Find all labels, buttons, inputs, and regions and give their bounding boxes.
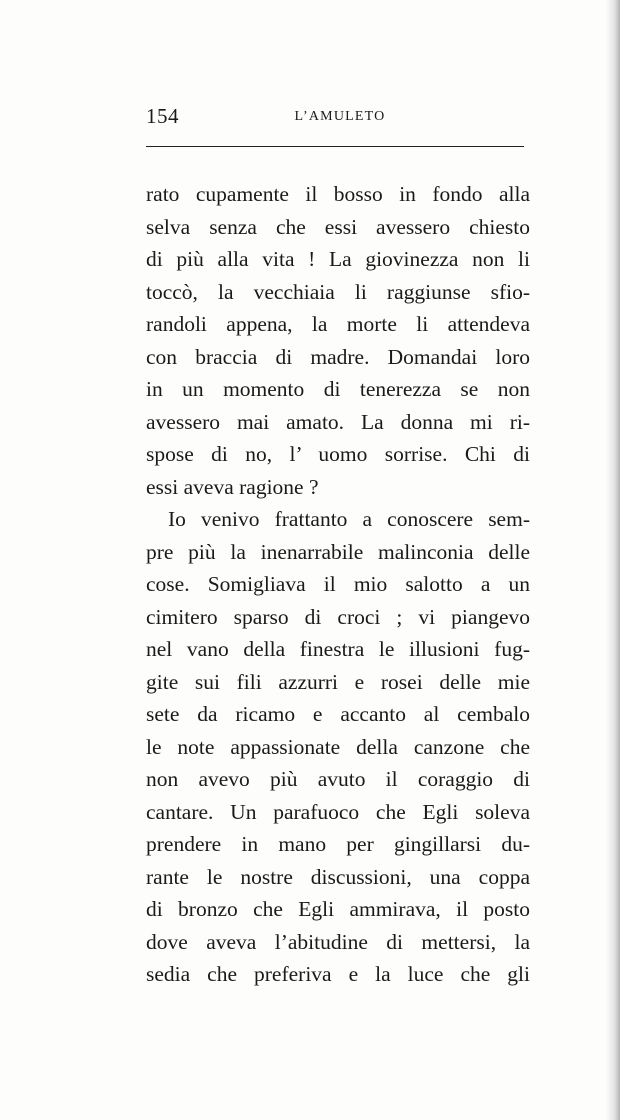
text-line: in un momento di tenerezza se non <box>146 377 530 401</box>
text-line: gite sui fili azzurri e rosei delle mie <box>146 669 530 694</box>
text-line: le note appassionate della canzone che <box>146 734 530 759</box>
page-number: 154 <box>146 104 179 128</box>
text-line: selva senza che essi avessero chiesto <box>146 214 530 239</box>
page-header <box>146 104 524 134</box>
text-line: randoli appena, la morte li attendeva <box>146 312 530 336</box>
text-line: sedia che preferiva e la luce che gli <box>146 962 530 986</box>
text-line: non avevo più avuto il coraggio di <box>146 767 530 791</box>
text-line: di più alla vita ! La giovinezza non li <box>146 247 530 271</box>
text-line: toccò, la vecchiaia li raggiunse sfio- <box>146 279 530 304</box>
text-line: dove aveva l’abitudine di mettersi, la <box>146 929 530 954</box>
text-line: nel vano della finestra le illusioni fug- <box>146 637 530 661</box>
text-line: rato cupamente il bosso in fondo alla <box>146 182 530 206</box>
header-rule <box>146 146 524 147</box>
running-title: L’AMULETO <box>294 109 386 124</box>
text-line: sete da ricamo e accanto al cembalo <box>146 702 530 726</box>
text-line: avessero mai amato. La donna mi ri- <box>146 409 530 434</box>
body-text <box>146 178 530 991</box>
text-line: essi aveva ragione ? <box>146 474 319 499</box>
text-line: di bronzo che Egli ammirava, il posto <box>146 897 530 921</box>
text-line: cimitero sparso di croci ; vi piangevo <box>146 604 530 629</box>
text-line: rante le nostre discussioni, una coppa <box>146 864 530 889</box>
text-line: pre più la inenarrabile malinconia delle <box>146 539 530 564</box>
text-line: con braccia di madre. Domandai loro <box>146 344 530 369</box>
text-line: cose. Somigliava il mio salotto a un <box>146 572 530 596</box>
text-line: prendere in mano per gingillarsi du- <box>146 832 530 856</box>
text-line: cantare. Un parafuoco che Egli soleva <box>146 799 530 824</box>
text-line: spose di no, l’ uomo sorrise. Chi di <box>146 442 530 466</box>
page-edge-shadow <box>606 0 620 1120</box>
text-line: Io venivo frattanto a conoscere sem- <box>168 507 530 531</box>
